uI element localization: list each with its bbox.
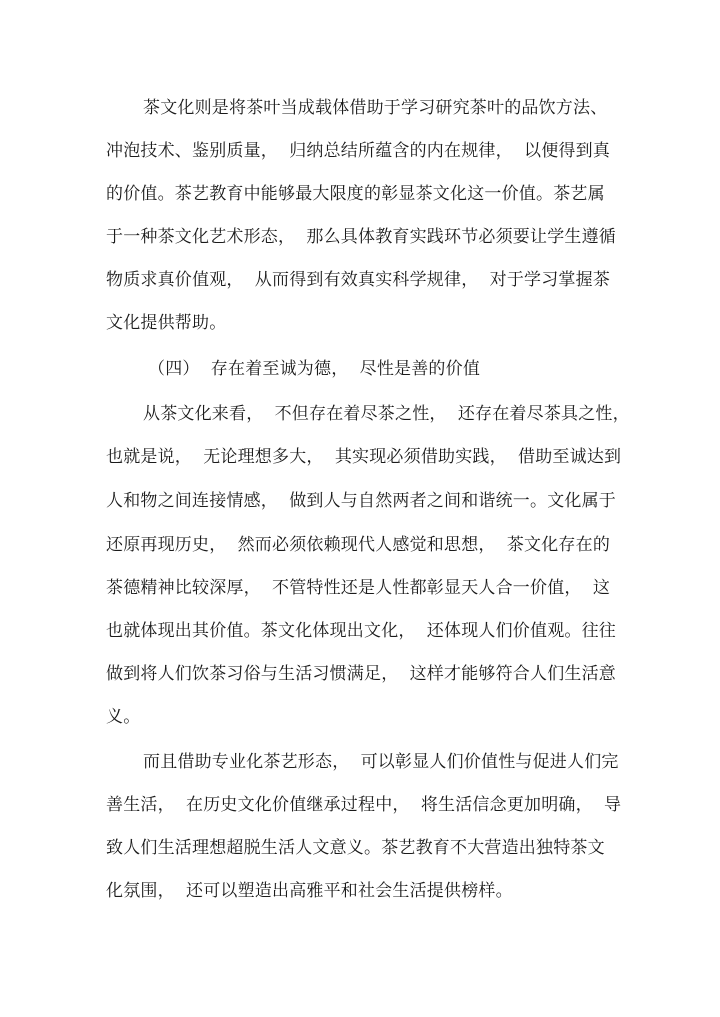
section-heading: （四） 存在着至诚为德， 尽性是善的价值 [148,359,481,379]
text-line: 也就是说， 无论理想多大， 其实现必须借助实践， 借助至诚达到 [106,447,622,467]
text-line: 的价值。茶艺教育中能够最大限度的彰显茶文化这一价值。茶艺属 [106,184,605,204]
text-line: 也就体现出其价值。茶文化体现出文化， 还体现人们价值观。往往 [106,621,617,641]
text-line: 人和物之间连接情感， 做到人与自然两者之间和谐统一。文化属于 [106,491,617,511]
text-line: 善生活， 在历史文化价值继承过程中， 将生活信念更加明确， 导 [106,795,622,815]
text-line: 义。 [106,707,141,727]
text-line: 于一种茶文化艺术形态， 那么具体教育实践环节必须要让学生遵循 [106,227,617,247]
text-line: 做到将人们饮茶习俗与生活习惯满足， 这样才能够符合人们生活意 [106,664,617,684]
text-line: 文化提供帮助。 [106,313,227,333]
text-line: 而且借助专业化茶艺形态， 可以彰显人们价值性与促进人们完 [143,752,619,772]
text-line: 致人们生活理想超脱生活人文意义。茶艺教育不大营造出独特茶文 [106,838,605,858]
text-line: 还原再现历史， 然而必须依赖现代人感觉和思想， 茶文化存在的 [106,535,611,555]
text-line: 物质求真价值观， 从而得到有效真实科学规律， 对于学习掌握茶 [106,270,611,290]
text-line: 从茶文化来看， 不但存在着尽茶之性， 还存在着尽茶具之性， [143,404,630,424]
text-line: 化氛围， 还可以塑造出高雅平和社会生活提供榜样。 [106,881,513,901]
text-line: 茶文化则是将茶叶当成载体借助于学习研究茶叶的品饮方法、 [143,98,608,118]
text-line: 茶德精神比较深厚， 不管特性还是人性都彰显天人合一价值， 这 [106,578,611,598]
text-line: 冲泡技术、鉴别质量， 归纳总结所蕴含的内在规律， 以便得到真 [106,141,611,161]
